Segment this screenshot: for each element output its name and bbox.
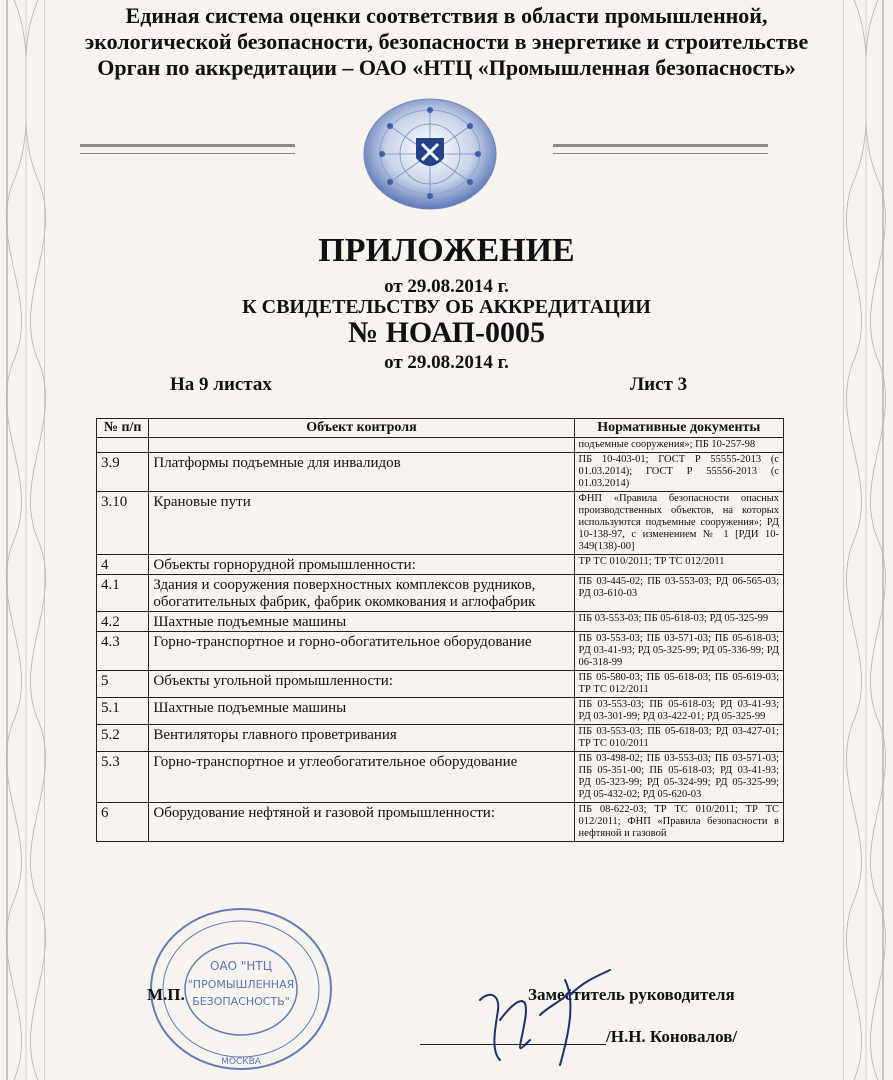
- seal-placeholder-label: М.П.: [147, 985, 185, 1004]
- row-documents: ПБ 03-553-03; ПБ 05-618-03; РД 05-325-99: [574, 612, 783, 632]
- table-row: [97, 725, 784, 752]
- row-object: Горно-транспортное и углеобогатительное оборудование: [149, 752, 574, 803]
- table-row: [97, 492, 784, 555]
- document-subtitle: К СВИДЕТЕЛЬСТВУ ОБ АККРЕДИТАЦИИ: [242, 296, 651, 318]
- row-documents: ТР ТС 010/2011; ТР ТС 012/2011: [574, 555, 783, 575]
- document-date-1: от 29.08.2014 г.: [384, 276, 509, 297]
- document-title: ПРИЛОЖЕНИЕ: [318, 232, 575, 269]
- row-documents: ПБ 03-553-03; ПБ 05-618-03; РД 03-41-93; РД 03-301-99; РД 03-422-01; РД 05-325-99: [574, 698, 783, 725]
- table-row: [97, 671, 784, 698]
- seal-text-city: МОСКВА: [221, 1057, 261, 1067]
- sheets-total: На 9 листах: [170, 374, 272, 395]
- row-number: 4.3: [97, 632, 149, 671]
- row-number: 5.2: [97, 725, 149, 752]
- row-object: Шахтные подъемные машины: [149, 612, 574, 632]
- row-object: Крановые пути: [149, 492, 574, 555]
- row-documents: ПБ 10-403-01; ГОСТ Р 55555-2013 (с 01.03.2014); ГОСТ Р 55556-2013 (с 01.03.2014): [574, 453, 783, 492]
- row-object: Платформы подъемные для инвалидов: [149, 453, 574, 492]
- seal-text-line-1: ОАО "НТЦ: [209, 959, 273, 973]
- row-documents: ФНП «Правила безопасности опасных производственных объектов, на которых используются подъемные сооружения»; РД 10-138-97, с изменением № 1 [РДИ 10-349(138)-00]: [574, 492, 783, 555]
- column-header-number: № п/п: [97, 419, 149, 438]
- signatory-position: Заместитель руководителя: [528, 985, 735, 1004]
- row-documents: ПБ 03-553-03; ПБ 05-618-03; РД 03-427-01; ТР ТС 010/2011: [574, 725, 783, 752]
- row-object: Здания и сооружения поверхностных комплексов рудников, обогатительных фабрик, фабрик окомкования и аглофабрик: [149, 575, 574, 612]
- row-documents: подъемные сооружения»; ПБ 10-257-98: [574, 438, 783, 453]
- document-date-2: от 29.08.2014 г.: [384, 352, 509, 373]
- emblem-logo-icon: [360, 96, 500, 216]
- table-header-row: [97, 419, 784, 438]
- row-object: Шахтные подъемные машины: [149, 698, 574, 725]
- seal-text-line-3: БЕЗОПАСНОСТЬ": [192, 995, 290, 1008]
- column-header-object: Объект контроля: [149, 419, 574, 438]
- certificate-number: № НОАП-0005: [347, 316, 546, 349]
- row-documents: ПБ 03-498-02; ПБ 03-553-03; ПБ 03-571-03; ПБ 05-351-00; ПБ 05-618-03; РД 03-41-93; РД 05-323-99; РД 05-324-99; РД 05-325-99; РД 05-432-02; РД 05-620-03: [574, 752, 783, 803]
- row-number: 6: [97, 803, 149, 842]
- decorative-rule-left: [80, 144, 295, 154]
- row-number: 5: [97, 671, 149, 698]
- table-row: [97, 438, 784, 453]
- guilloche-ornament-left: [6, 0, 46, 1080]
- header-line-3: Орган по аккредитации – ОАО «НТЦ «Промышленная безопасность»: [97, 55, 796, 80]
- table-row: [97, 803, 784, 842]
- row-object: [149, 438, 574, 453]
- header-line-1: Единая система оценки соответствия в области промышленной,: [125, 3, 768, 28]
- row-number: 4: [97, 555, 149, 575]
- row-number: 4.1: [97, 575, 149, 612]
- row-documents: ПБ 03-553-03; ПБ 03-571-03; ПБ 05-618-03; РД 03-41-93; РД 05-325-99; РД 05-336-99; РД 06-318-99: [574, 632, 783, 671]
- accreditation-scope-table: [96, 418, 784, 842]
- decorative-rule-right: [553, 144, 768, 154]
- table-row: [97, 698, 784, 725]
- row-number: [97, 438, 149, 453]
- row-object: Оборудование нефтяной и газовой промышленности:: [149, 803, 574, 842]
- column-header-documents: Нормативные документы: [574, 419, 783, 438]
- table-row: [97, 453, 784, 492]
- table-row: [97, 575, 784, 612]
- row-documents: ПБ 03-445-02; ПБ 03-553-03; РД 06-565-03; РД 03-610-03: [574, 575, 783, 612]
- row-object: Объекты горнорудной промышленности:: [149, 555, 574, 575]
- table-row: [97, 752, 784, 803]
- signature-line: [420, 1044, 606, 1045]
- row-number: 5.1: [97, 698, 149, 725]
- table-row: [97, 632, 784, 671]
- header-line-2: экологической безопасности, безопасности в энергетике и строительстве: [84, 29, 809, 54]
- row-documents: ПБ 05-580-03; ПБ 05-618-03; ПБ 05-619-03; ТР ТС 012/2011: [574, 671, 783, 698]
- row-documents: ПБ 08-622-03; ТР ТС 010/2011; ТР ТС 012/2011; ФНП «Правила безопасности в нефтяной и газовой: [574, 803, 783, 842]
- signatory-name: /Н.Н. Коновалов/: [606, 1027, 738, 1046]
- row-object: Горно-транспортное и горно-обогатительное оборудование: [149, 632, 574, 671]
- table-row: [97, 555, 784, 575]
- row-number: 3.9: [97, 453, 149, 492]
- row-number: 3.10: [97, 492, 149, 555]
- table-row: [97, 612, 784, 632]
- row-object: Вентиляторы главного проветривания: [149, 725, 574, 752]
- row-number: 5.3: [97, 752, 149, 803]
- handwritten-signature-icon: [470, 960, 620, 1070]
- sheet-number: Лист 3: [630, 374, 688, 395]
- row-number: 4.2: [97, 612, 149, 632]
- guilloche-ornament-right: [846, 0, 886, 1080]
- row-object: Объекты угольной промышленности:: [149, 671, 574, 698]
- seal-text-line-2: "ПРОМЫШЛЕННАЯ: [187, 978, 295, 991]
